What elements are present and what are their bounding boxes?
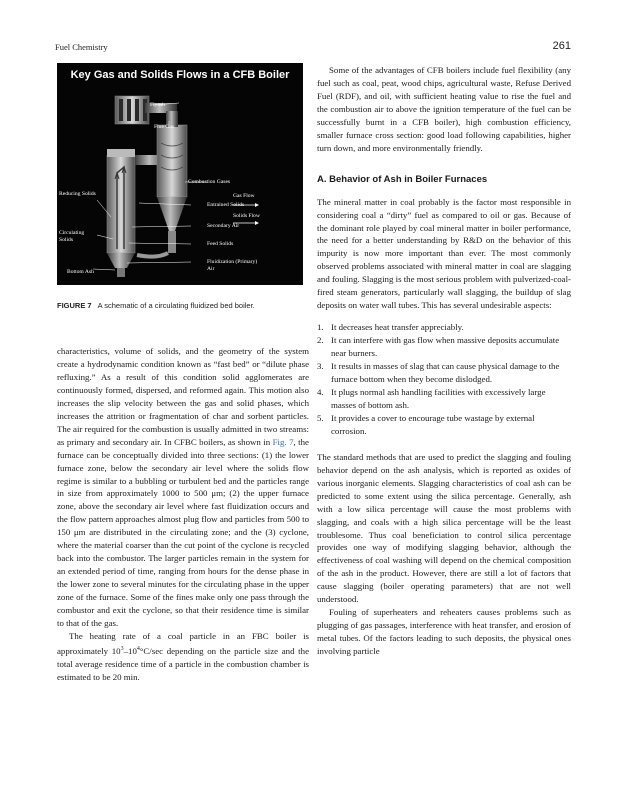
left-p1-text-b: , the furnace can be conceptually divided into three sections: (1) the lower furnace zone, below the secondary air level where the solids flow regime is similar to a bubbling or turbulent bed and the particles range in size from approximately 1000 to 500 μm; (2) the upper furnace zone, above the secondary air level where fast fluidization occurs and the flow pattern approaches almost plug flow and particles from 500 to 150 μm are distributed in the circulating zone; and the (3) cyclone, where the material coarser than the cut point of the cyclone is recycled back into the combustor. The larger particles remain in the system for an extended period of time, ranging from hours for the dense phase in the lower zone to several minutes for the circulating phase in the upper zone of the furnace. Some of the fines make only one pass through the combustor and exit the cyclone, so that their residence time is similar to that of the gas. <box>57 436 309 629</box>
page-number: 261 <box>552 40 571 52</box>
left-p2-text-a: The heating rate of a coal particle in an FBC boiler is approximately 10 <box>57 630 309 656</box>
exponent-4: 4 <box>136 645 140 652</box>
label-solids-flow: Solids Flow <box>233 213 260 219</box>
label-feed-solids: Feed Solids <box>207 241 234 247</box>
left-paragraph-2 <box>57 630 309 684</box>
label-fluidization-air: Fluidization (Primary) <box>207 259 258 265</box>
list-item: 5. It provides a cover to encourage tube wastage by external corrosion. <box>317 412 535 436</box>
combustor-column <box>107 149 135 277</box>
list-item: 1. It decreases heat transfer appreciably. <box>317 322 464 333</box>
right-paragraph-3: The standard methods that are used to predict the slagging and fouling behavior depend on the ash analysis, which is reported as oxides of various inorganic elements. Slagging characteristics of coal ash can be predicted to some extent using the silica percentage. Generally, ash with a low silica percentage will cause the most problems with slagging, and coals with a high silica percentage will be the least troublesome. Thus coal beneficiation to control silica percentage provides one way of modifying slagging behavior, although the effectiveness of coal washing will depend on the chemical composition of the ash in the product. However, there are still a lot of factors that cause slagging (boiler operating parameters) that are not well understood. <box>317 451 571 605</box>
list-item: 2. It can interfere with gas flow when massive deposits accumulate near burners. <box>317 335 560 359</box>
label-solids: Solids <box>59 237 73 243</box>
label-secondary-air: Secondary Air <box>207 223 240 229</box>
left-p1-text-a: characteristics, volume of solids, and the geometry of the system create a hydrodynamic condition known as “fast bed” or “dilute phase refluxing.” As a result of this condition solid agglomerates are continuously formed, dispersed, and reformed again. This motion also increases the slip velocity between the gas and solid phases, which increases the attrition or fragmentation of char and sorbent particles. The air required for the combustion is usually admitted in two streams: as primary and secondary air. In CFBC boilers, as shown in <box>57 346 309 447</box>
label-entrained-solids: Entrained Solids <box>207 202 245 208</box>
right-column <box>317 64 571 658</box>
running-title: Fuel Chemistry <box>55 42 108 52</box>
label-flue-gas: Flue Gas <box>154 124 175 130</box>
left-p2-text-c: °C/sec depending on the particle size and the total average residence time of a particle in the combustion chamber is estimated to be 20 min. <box>57 645 309 682</box>
label-bottom-ash: Bottom Ash <box>67 269 94 275</box>
right-paragraph-1: Some of the advantages of CFB boilers include fuel flexibility (any fuel such as coal, peat, wood chips, agricultural waste, Refuse Derived Fuel (RDF), and oil, with sufficient heating value to rise the fuel and the combustion air to above the ignition temperature of the fuel can be successfully burnt in a CFB boiler), high combustion efficiency, smaller furnace cross section: good load following capabilities, higher turn down, and more environmentally friendly. <box>317 65 571 153</box>
cfb-boiler-figure <box>57 63 303 285</box>
figure-7-link[interactable]: Fig. 7 <box>272 436 294 447</box>
figure-caption <box>57 301 309 310</box>
section-heading: A. Behavior of Ash in Boiler Furnaces <box>317 173 488 185</box>
label-reducing-solids: Reducing Solids <box>59 191 96 197</box>
figure-title: Key Gas and Solids Flows in a CFB Boiler <box>70 69 290 81</box>
right-paragraph-4: Fouling of superheaters and reheaters causes problems such as plugging of gas passages, interference with heat transfer, and erosion of metal tubes. Of the factors leading to such deposits, the physical ones involving particle <box>317 607 571 657</box>
left-paragraph-1 <box>57 345 309 630</box>
label-flyash: Flyash <box>150 102 165 108</box>
label-gas-flow: Gas Flow <box>233 193 255 199</box>
list-item: 4. It plugs normal ash handling facilities with excessively large masses of bottom ash. <box>317 386 546 410</box>
figure-number: FIGURE 7 <box>57 301 92 310</box>
right-paragraph-2: The mineral matter in coal probably is the factor most responsible in considering coal a “dirty” fuel as compared to oil or gas. Because of the dominant role played by coal mineral matter in boiler performance, the need for a better understanding by R&D on the behavior of this impurity is now more important than ever. The most commonly observed problems associated with mineral matter in coal are slagging and fouling. Slagging is the most serious problem with pulverized-coal-fired steam generators, particularly wall slagging, the buildup of slag deposits on water wall tubes. This has several undesirable aspects: <box>317 196 571 311</box>
label-circulating: Circulating <box>59 230 85 236</box>
cfb-boiler-schematic <box>57 63 303 285</box>
exponent-3: 3 <box>120 645 124 652</box>
cyclone <box>135 111 187 257</box>
label-combustion-gases: Combustion Gases <box>188 179 231 185</box>
label-fluidization-air-line2: Air <box>207 266 215 272</box>
figure-caption-text: A schematic of a circulating fluidized bed boiler. <box>97 301 255 310</box>
left-column <box>57 345 309 684</box>
list-item: 3. It results in masses of slag that can cause physical damage to the furnace bottom when they become dislodged. <box>317 361 560 385</box>
left-p2-text-b: –10 <box>123 645 137 656</box>
undesirable-aspects-list <box>317 321 571 438</box>
